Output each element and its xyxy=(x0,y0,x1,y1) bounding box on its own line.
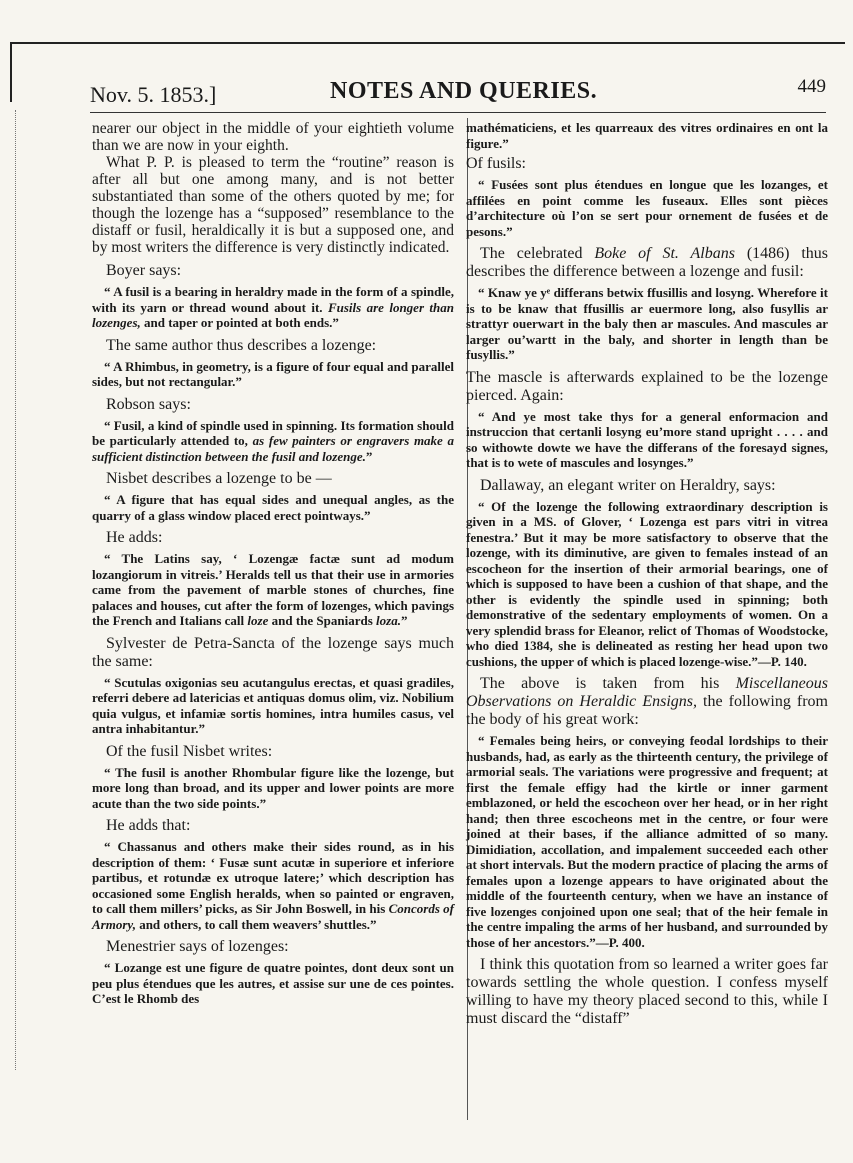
journal-title: NOTES AND QUERIES. xyxy=(330,78,598,104)
paragraph: The above is taken from his Miscellaneous Observations on Heraldic Ensigns, the following from the body of his great work: xyxy=(466,675,828,728)
paragraph: nearer our object in the middle of your eightieth volume than we are now in your eighth. xyxy=(92,120,454,154)
top-border-line xyxy=(10,42,845,44)
quotation: “ The fusil is another Rhombular figure like the lozenge, but more long than broad, and its upper and lower points are more acute than the two side points.” xyxy=(92,764,454,811)
quotation: “ Lozange est une figure de quatre pointes, dont deux sont un peu plus étendues que les autres, et assise sur une de ces pointes. C’est le Rhomb des xyxy=(92,960,454,1006)
quotation: “ A figure that has equal sides and unequal angles, as the quarry of a glass window placed erect pointways.” xyxy=(92,492,454,523)
lead-line: The same author thus describes a lozenge: xyxy=(106,336,377,354)
paragraph: I think this quotation from so learned a writer goes far towards settling the whole question. I confess myself willing to have my theory placed second to this, while I must discard the “distaff” xyxy=(466,956,828,1027)
lead-line: Robson says: xyxy=(106,395,191,413)
quotation: “ Females being heirs, or conveying feodal lordships to their husbands, had, as early as the thirteenth century, the privilege of armorial seals. The variations were progressive and frequent; at first the female effigy had the kirtle or inner garment emblazoned, or held the escocheon over her head, or in her right hand; then three escocheons met in the centre, or four were joined at their bases, if the alliance admitted of so many. Dimidiation, accollation, and impalement succeeded each other at short intervals. But the modern practice of placing the arms of females upon a lozenge appears to have originated about the middle of the fourteenth century, when we have an instance of five lozenges conjoined upon one seal; that of the heir female in the centre impaling the arms of her husband, and surrounded by those of her ancestors.”—P. 400. xyxy=(466,733,828,950)
quotation: “ A fusil is a bearing in heraldry made in the form of a spindle, with its yarn or thread wound about it. Fusils are longer than lozenges, and taper or pointed at both ends.” xyxy=(92,284,454,330)
paragraph: The celebrated Boke of St. Albans (1486) thus describes the difference between a lozenge and fusil: xyxy=(466,245,829,280)
lead-line: Dallaway, an elegant writer on Heraldry, says: xyxy=(480,476,776,494)
lead-line: Sylvester de Petra-Sancta of the lozenge says much the same: xyxy=(92,634,454,670)
quotation: “ A Rhimbus, in geometry, is a figure of four equal and parallel sides, but not rectangular.” xyxy=(92,358,454,389)
right-column xyxy=(466,120,828,1028)
page-number: 449 xyxy=(797,76,826,97)
quotation: “ Fusées sont plus étendues en longue que les lozanges, et affilées en point comme les fuseaux. Elles sont pièces d’architecture où l’on se sert pour ornement de fusées et de pesons.” xyxy=(466,177,828,239)
quotation: “ Knaw ye yᵉ differans betwix ffusillis and losyng. Wherefore it is to be knaw that ffusillis ar euermore long, also fusyllis ar strattyr ouerwart in the baly then ar mascules. And mascules ar larger ou’wartt in the baly, and shorter in length than be fusyllis.” xyxy=(466,285,828,362)
paragraph: The mascle is afterwards explained to be the lozenge pierced. Again: xyxy=(466,368,828,404)
paragraph: What P. P. is pleased to term the “routine” reason is after all but one among many, and is not better substantiated than some of the others quoted by me; for though the lozenge has a “supposed” resemblance to the distaff or fusil, heraldically it is but a supposed one, and by most writers the difference is very distinctly indicated. xyxy=(92,154,454,256)
lead-line: Menestrier says of lozenges: xyxy=(106,938,289,955)
left-column xyxy=(92,120,454,1007)
quotation: “ Scutulas oxigonias seu acutangulus erectas, et quasi gradiles, referri debere ad latericias et antiquas domus olim, viz. Nobilium quia vulgus, et infamiæ sortis homines, intra humiles casus, vel antra inhabitantur.” xyxy=(92,674,454,736)
page-header xyxy=(90,72,826,112)
lead-line: Of the fusil Nisbet writes: xyxy=(106,742,273,760)
quotation: “ And ye most take thys for a general enformacion and instruccion that certanli losyng eu’more stand upright . . . . and so withowte dowte we have the differans of the foresayd signes, that is to wete of mascules and losynges.” xyxy=(466,408,828,470)
lead-line: Boyer says: xyxy=(106,262,182,279)
lead-line: He adds: xyxy=(106,529,163,546)
header-rule xyxy=(90,112,826,113)
quotation: “ Fusil, a kind of spindle used in spinning. Its formation should be particularly attended to, as few painters or engravers make a sufficient distinction between the fusil and lozenge.” xyxy=(92,417,455,464)
left-border-line xyxy=(10,42,12,102)
binding-edge xyxy=(15,110,17,1070)
issue-date: Nov. 5. 1853.] xyxy=(90,82,217,107)
quotation: mathématiciens, et les quarreaux des vitres ordinaires en ont la figure.” xyxy=(466,120,828,151)
lead-line: He adds that: xyxy=(106,817,191,834)
quotation: “ The Latins say, ‘ Lozengæ factæ sunt ad modum lozangiorum in vitreis.’ Heralds tell us that their use in armories came from the pavement of marble stones of churches, fine palaces and houses, cut after the form of lozenges, which pavings the French and Italians call loze and the Spaniards loza.” xyxy=(92,551,454,628)
lead-line: Nisbet describes a lozenge to be — xyxy=(106,470,332,487)
quotation: “ Chassanus and others make their sides round, as in his description of them: ‘ Fusæ sunt acutæ in superiore et inferiore partibus, et rotundæ ex utroque latere;’ which description has occasioned some English heralds, when so painted or engraven, to call them millers’ picks, as Sir John Boswell, in his Concords of Armory, and others, to call them weavers’ shuttles.” xyxy=(92,839,455,932)
quotation: “ Of the lozenge the following extraordinary description is given in a MS. of Glover, ‘ Lozenga est pars vitri in vitrea fenestra.’ But it may be more satisfactory to observe that the lozenge, with its diminutive, are given to females instead of an escocheon for the insertion of their armorial bearings, one of which is supposed to have been a cushion of that shape, and the other is evidently the spindle used in spinning; both demonstrative of the sedentary employments of women. On a very splendid brass for Eleanor, relict of Thomas of Woodstocke, who died 1384, she is delineated as resting her head upon two cushions, the upper of which is placed lozenge-wise.”—P. 140. xyxy=(466,498,828,669)
lead-line: Of fusils: xyxy=(466,155,526,172)
